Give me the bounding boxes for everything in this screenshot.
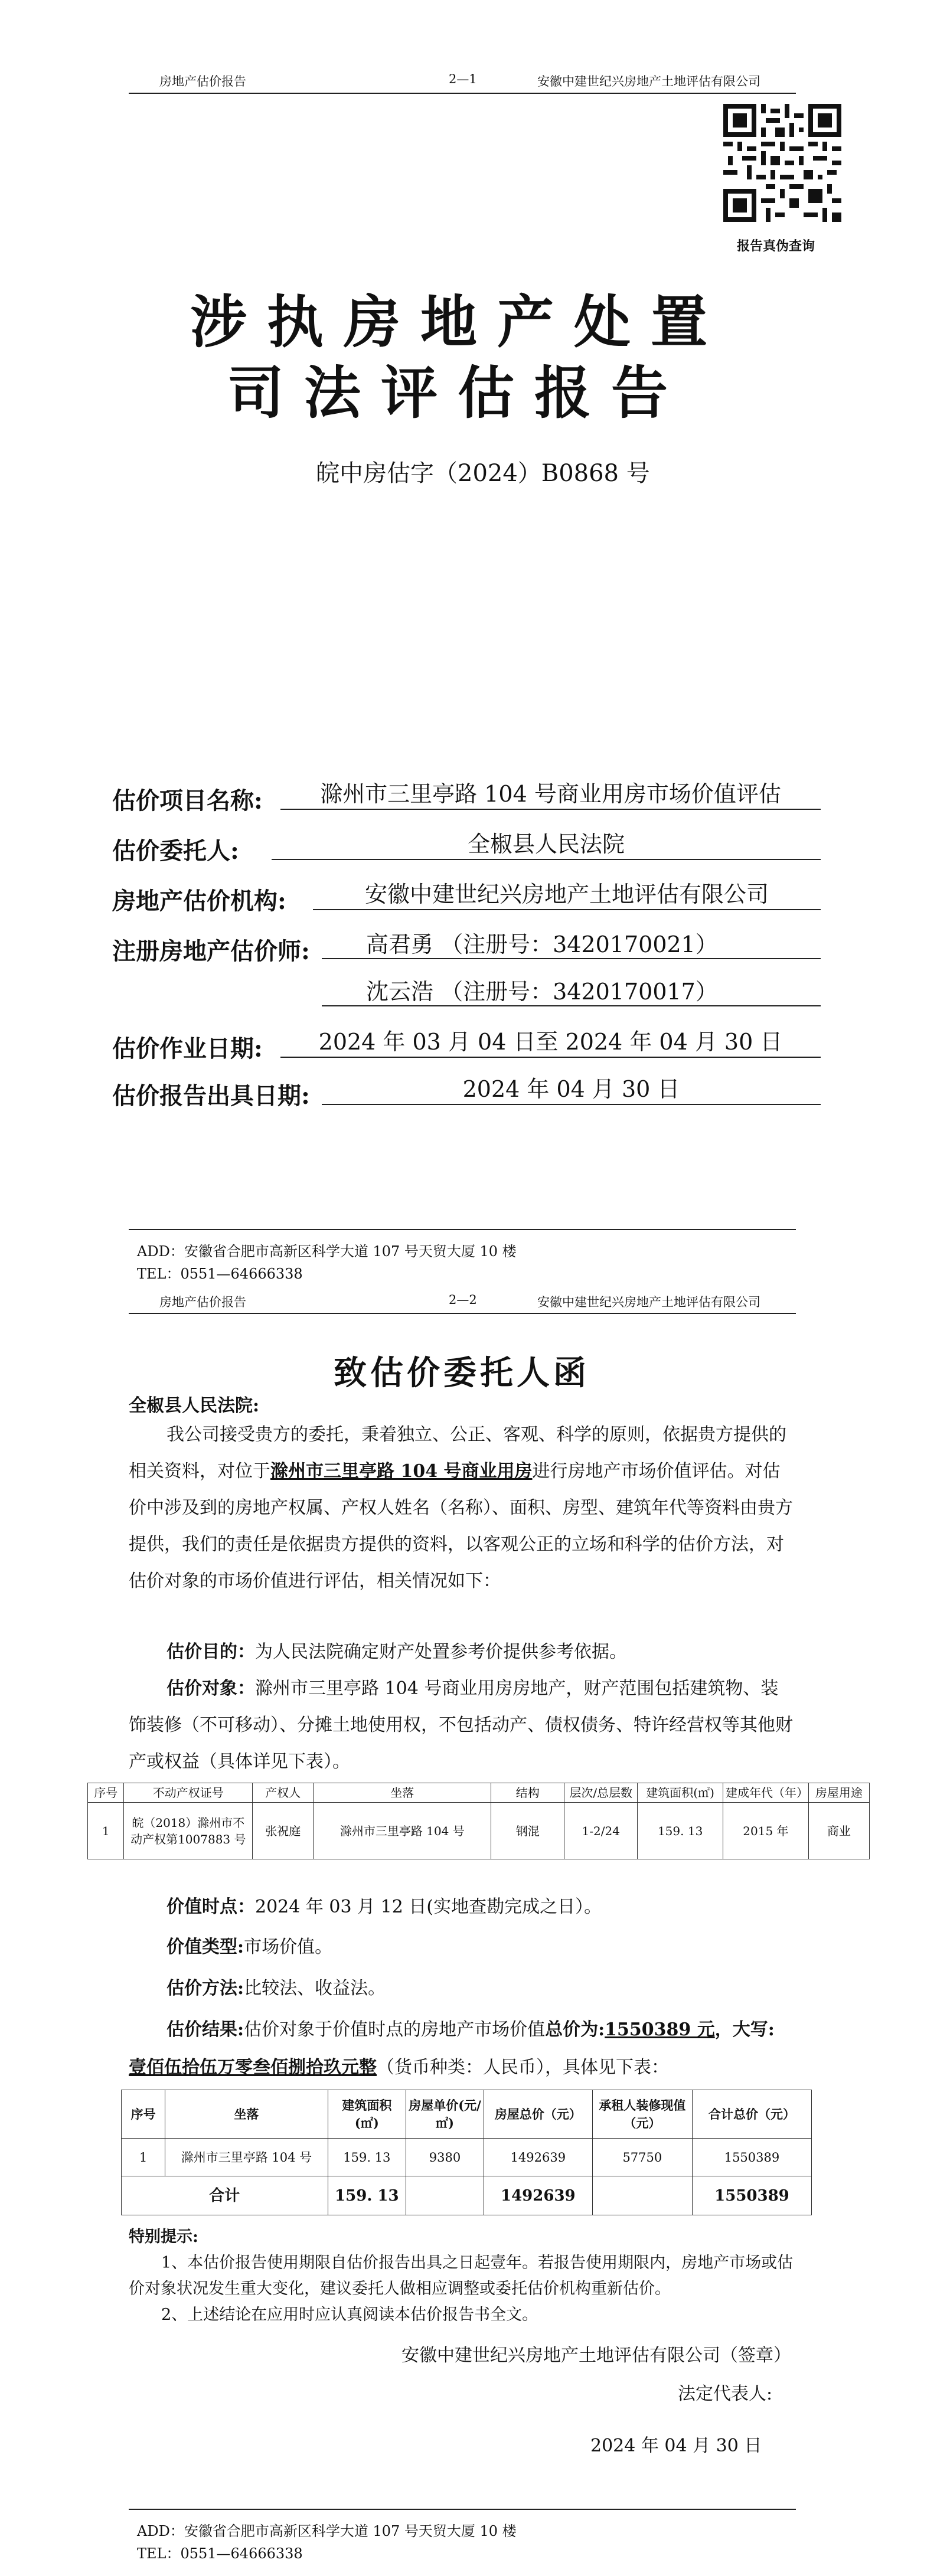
- cover-title-line1: 涉执房地产处置: [190, 289, 727, 355]
- result-upper-line: 壹佰伍拾伍万零叁佰捌拾玖元整（货币种类：人民币），具体见下表：: [129, 2057, 669, 2078]
- appraiser-2: 沈云浩 （注册号：3420170017）: [322, 977, 821, 1006]
- signature-company: 安徽中建世纪兴房地产土地评估有限公司（签章）: [401, 2345, 791, 2366]
- qr-caption: 报告真伪查询: [737, 238, 815, 254]
- header-left: 房地产估价报告: [159, 74, 246, 89]
- signature-legal-rep: 法定代表人:: [678, 2384, 773, 2404]
- footer-rule: [129, 1229, 796, 1230]
- footer-address: ADD：安徽省合肥市高新区科学大道 107 号天贸大厦 10 楼: [137, 1243, 517, 1260]
- note-2: 2、上述结论在应用时应认真阅读本估价报告书全文。: [161, 2306, 538, 2324]
- agency-label: 房地产估价机构:: [112, 887, 286, 915]
- header-right: 安徽中建世纪兴房地产土地评估有限公司: [537, 1295, 760, 1309]
- appraiser-1: 高君勇 （注册号：3420170021）: [322, 930, 821, 959]
- property-table: [87, 1783, 870, 1859]
- issue-date-label: 估价报告出具日期:: [112, 1082, 310, 1110]
- table-row: 1 皖（2018）滁州市不动产权第1007883 号 张祝庭 滁州市三里亭路 104 号 钢混 1-2/24 159. 13 2015 年 商业: [88, 1803, 870, 1859]
- project-name-label: 估价项目名称:: [112, 787, 263, 815]
- table-header-row: 序号 不动产权证号 产权人 坐落 结构 层次/总层数 建筑面积(㎡) 建成年代（年） 房屋用途: [88, 1783, 870, 1803]
- client-label: 估价委托人:: [112, 837, 239, 865]
- qr-code-icon: [723, 104, 841, 222]
- header-left: 房地产估价报告: [159, 1295, 246, 1309]
- notes-title: 特别提示:: [129, 2228, 198, 2246]
- note-1: 1、本估价报告使用期限自估价报告出具之日起壹年。若报告使用期限内，房地产市场或估价对象状况发生重大变化，建议委托人做相应调整或委托估价机构重新估价。: [129, 2254, 794, 2298]
- header-rule: [129, 93, 796, 94]
- footer-address: ADD：安徽省合肥市高新区科学大道 107 号天贸大厦 10 楼: [137, 2523, 517, 2539]
- footer-tel: TEL：0551—64666338: [137, 2545, 303, 2562]
- report-number: 皖中房估字（2024）B0868 号: [316, 460, 650, 487]
- work-date-label: 估价作业日期:: [112, 1035, 263, 1063]
- work-date-value: 2024 年 03 月 04 日至 2024 年 04 月 30 日: [280, 1027, 821, 1058]
- cover-title-line2: 司法评估报告: [227, 359, 688, 426]
- table-sum-row: 合计 159. 13 1492639 1550389: [122, 2176, 812, 2215]
- agency-value: 安徽中建世纪兴房地产土地评估有限公司: [313, 880, 821, 910]
- header-page-no: 2—2: [449, 1293, 477, 1307]
- object-paragraph: 估价对象：滁州市三里亭路 104 号商业用房房地产，财产范围包括建筑物、装饰装修（不可移动）、分摊土地使用权，不包括动产、债权债务、特许经营权等其他财产或权益（具体详见下表）。: [129, 1678, 793, 1772]
- client-value: 全椒县人民法院: [272, 829, 821, 860]
- header-rule: [129, 1313, 796, 1314]
- value-date-line: 价值时点：2024 年 03 月 12 日(实地查勘完成之日）。: [166, 1897, 602, 1917]
- header-right: 安徽中建世纪兴房地产土地评估有限公司: [537, 74, 760, 89]
- appraiser-label: 注册房地产估价师:: [112, 937, 310, 965]
- table-row: 1 滁州市三里亭路 104 号 159. 13 9380 1492639 57750 1550389: [122, 2139, 812, 2176]
- issue-date-value: 2024 年 04 月 30 日: [322, 1074, 821, 1105]
- letter-title: 致估价委托人函: [334, 1354, 590, 1392]
- valuation-table: [121, 2090, 812, 2215]
- project-name-value: 滁州市三里亭路 104 号商业用房市场价值评估: [280, 779, 821, 810]
- method-line: 估价方法:比较法、收益法。: [166, 1978, 386, 1999]
- salutation: 全椒县人民法院:: [129, 1395, 260, 1416]
- header-page-no: 2—1: [449, 72, 477, 86]
- purpose-line: 估价目的：为人民法院确定财产处置参考价提供参考依据。: [166, 1642, 627, 1662]
- signature-date: 2024 年 04 月 30 日: [590, 2436, 762, 2456]
- footer-rule: [129, 2509, 796, 2510]
- table-header-row: 序号 坐落 建筑面积(㎡) 房屋单价(元/㎡) 房屋总价（元） 承租人装修现值（元） 合计总价（元）: [122, 2090, 812, 2139]
- footer-tel: TEL：0551—64666338: [137, 1266, 303, 1282]
- result-line: 估价结果:估价对象于价值时点的房地产市场价值总价为:1550389 元，大写:: [166, 2019, 775, 2040]
- intro-paragraph: 我公司接受贵方的委托，秉着独立、公正、客观、科学的原则，依据贵方提供的相关资料，对位于滁州市三里亭路 104 号商业用房进行房地产市场价值评估。对估价中涉及到的房地产权属、产权人姓名（名称）、面积、房型、建筑年代等资料由贵方提供，我们的责任是依据贵方提供的资料，以客观公正的立场和科学的估价方法，对估价对象的市场价值进行评估，相关情况如下：: [129, 1424, 793, 1591]
- value-type-line: 价值类型:市场价值。: [166, 1937, 333, 1957]
